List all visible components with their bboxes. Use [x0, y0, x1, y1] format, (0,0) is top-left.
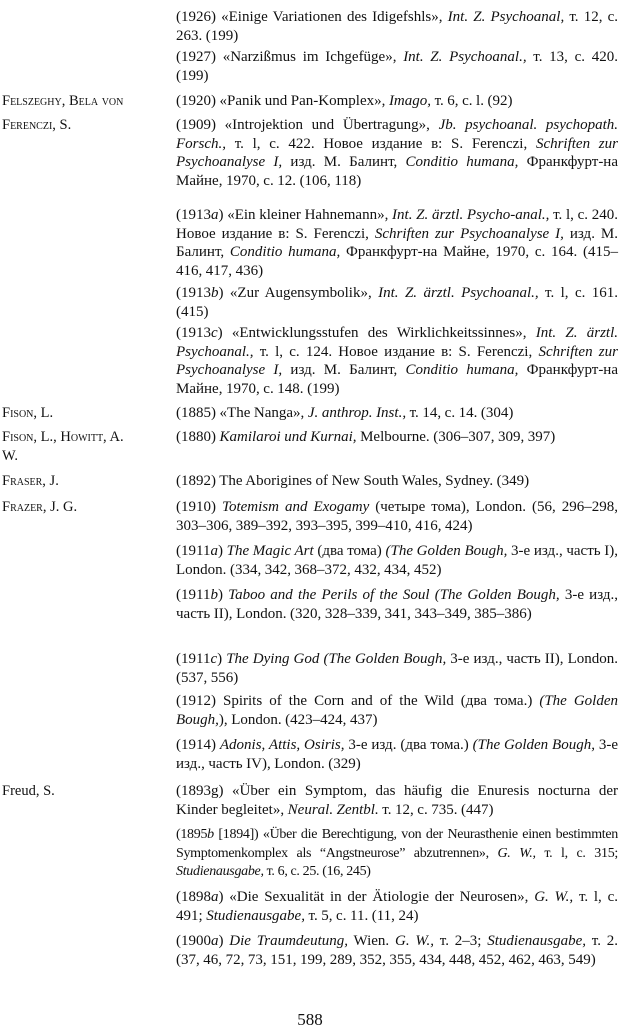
- bib-entry: (1893g) «Über ein Symptom, das häufig die Enuresis nocturna der Kinder begleitet», Neural. Zentbl. т. 12, с. 735. (447): [176, 783, 618, 818]
- bib-author: Ferenczi, S.: [2, 117, 72, 133]
- bib-entry: (1927) «Narzißmus im Ichgefüge», Int. Z. Psychoanal., т. 13, с. 420. (199): [176, 49, 618, 84]
- bib-author: Fraser, J.: [2, 473, 59, 489]
- bib-entry: (1895b [1894]) «Über die Berechtigung, von der Neurasthenie einen bestimmten Symptomenkomplex als “Angstneurose” abzutrennen», G. W., т. l, с. 315; Studienausgabe, т. 6, с. 25. (16, 245): [176, 827, 618, 880]
- page-number: 588: [297, 1010, 323, 1029]
- bib-entry: (1920) «Panik und Pan-Komplex», Imago, т. 6, с. l. (92): [176, 93, 513, 109]
- bib-author: Felszeghy, Bela von: [2, 93, 124, 109]
- bib-entry: (1880) Kamilaroi und Kurnai, Melbourne. (306–307, 309, 397): [176, 429, 556, 445]
- bib-entry: (1900a) Die Traumdeutung, Wien. G. W., т. 2–3; Studienausgabe, т. 2. (37, 46, 72, 73, 151, 199, 289, 352, 355, 434, 448, 452, 462, 463, 549): [176, 933, 619, 968]
- bib-entry: (1892) The Aborigines of New South Wales, Sydney. (349): [176, 473, 530, 489]
- bib-entry: (1898a) «Die Sexualität in der Ätiologie der Neurosen», G. W., т. l, с. 491; Studienausgabe, т. 5, с. 11. (11, 24): [176, 889, 618, 924]
- bib-author: Freud, S.: [2, 783, 55, 799]
- bib-entry: (1913a) «Ein kleiner Hahnemann», Int. Z. ärztl. Psycho-anal., т. l, с. 240. Новое издание в: S. Ferenczi, Schriften zur Psychoanalyse I, изд. М. Балинт, Conditio humana, Франкфурт-на Майне, 1970, с. 164. (415–416, 417, 436): [176, 207, 619, 279]
- bib-entry: (1913c) «Entwicklungsstufen des Wirklichkeitssinnes», Int. Z. ärztl. Psychoanal., т. l, с. 124. Новое издание в: S. Ferenczi, Schriften zur Psychoanalyse I, изд. М. Балинт, Conditio humana, Франкфурт-на Майне, 1970, с. 148. (199): [176, 325, 618, 397]
- bib-entry: (1912) Spirits of the Corn and of the Wild (два тома.) (The Golden Bough,), London. (423–424, 437): [176, 693, 618, 728]
- bib-entry: (1911c) The Dying God (The Golden Bough, 3-е изд., часть II), London. (537, 556): [176, 651, 619, 686]
- bib-author: Fison, L., Howitt, A. W.: [2, 429, 124, 464]
- bib-entry: (1926) «Einige Variationen des Idigefshls», Int. Z. Psychoanal, т. 12, с. 263. (199): [176, 9, 618, 44]
- bib-author: Fison, L.: [2, 405, 54, 421]
- bib-author: Frazer, J. G.: [2, 499, 78, 515]
- bib-entry: (1911a) The Magic Art (два тома) (The Golden Bough, 3-е изд., часть I), London. (334, 342, 368–372, 432, 434, 452): [176, 543, 619, 578]
- bib-entry: (1909) «Introjektion und Übertragung», Jb. psychoanal. psychopath. Forsch., т. l, с. 422. Новое издание в: S. Ferenczi, Schriften zur Psychoanalyse I, изд. М. Балинт, Conditio humana, Франкфурт-на Майне, 1970, с. 12. (106, 118): [176, 117, 618, 189]
- bib-entry: (1911b) Taboo and the Perils of the Soul (The Golden Bough, 3-е изд., часть II), London. (320, 328–339, 341, 343–349, 385–386): [176, 587, 618, 622]
- bib-entry: (1910) Totemism and Exogamy (четыре тома), London. (56, 296–298, 303–306, 389–392, 393–395, 399–410, 416, 424): [176, 499, 619, 534]
- bib-entry: (1913b) «Zur Augensymbolik», Int. Z. ärztl. Psychoanal., т. l, с. 161. (415): [176, 285, 619, 320]
- bib-entry: (1885) «The Nanga», J. anthrop. Inst., т. 14, с. 14. (304): [176, 405, 514, 421]
- bib-entry: (1914) Adonis, Attis, Osiris, 3-е изд. (два тома.) (The Golden Bough, 3-е изд., часть IV), London. (329): [176, 737, 618, 772]
